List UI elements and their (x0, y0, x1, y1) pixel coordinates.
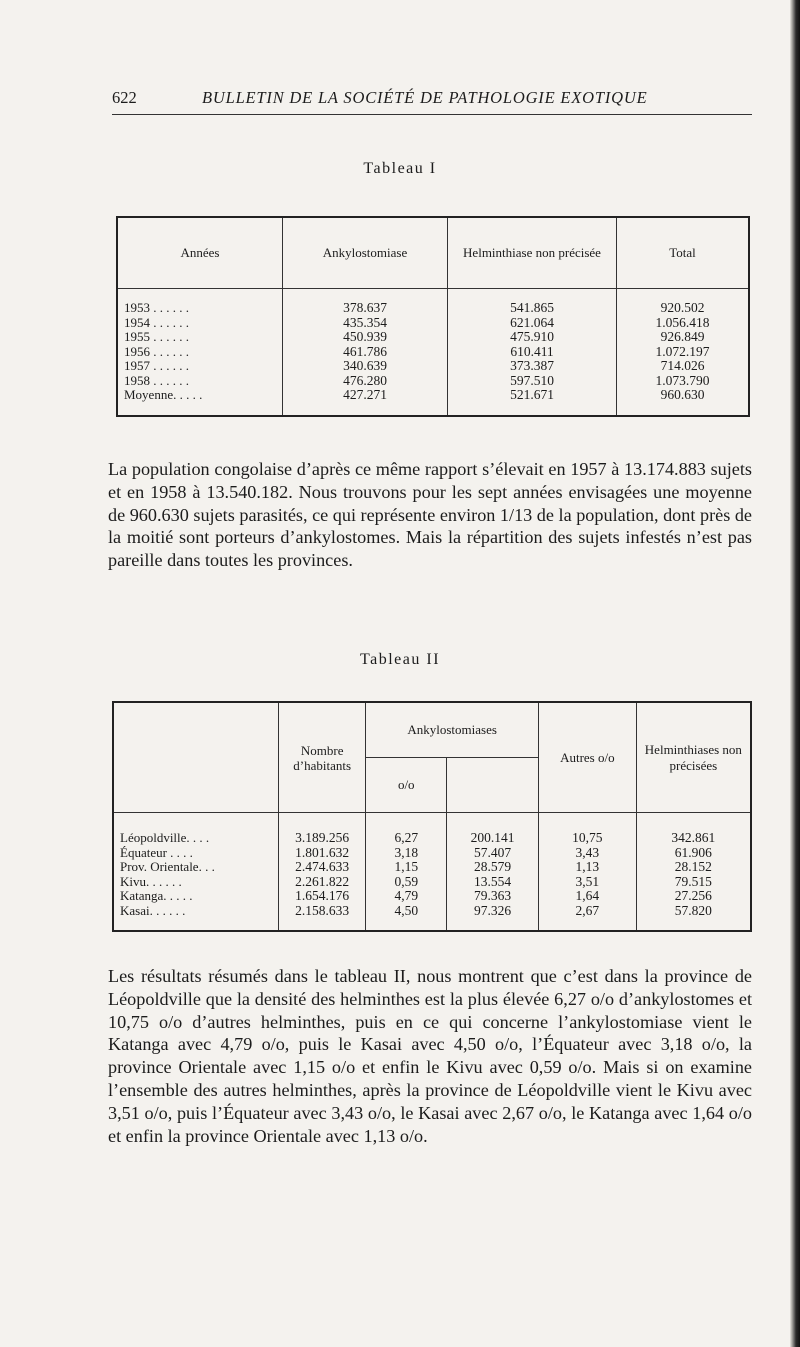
table1-cell: 450.939 (343, 329, 387, 344)
table1-header-row (117, 217, 749, 289)
running-header (112, 84, 752, 110)
table2-cell: 57.820 (674, 902, 712, 918)
table2-cell: 2,67 (575, 902, 600, 918)
table1-cell: 541.865 (510, 300, 554, 315)
table1-cell: 714.026 (660, 358, 705, 373)
table1-cell: 340.639 (343, 358, 387, 373)
journal-title: BULLETIN DE LA SOCIÉTÉ DE PATHOLOGIE EXOTIQUE (202, 88, 648, 107)
table1-cell: 476.280 (343, 372, 387, 388)
table1-cell: 521.671 (510, 387, 554, 402)
table1-cell: 597.510 (510, 372, 554, 388)
table2-cell: 2.474.633 (295, 859, 350, 874)
table1-year: 1958 . . . . . . (124, 372, 189, 388)
table2-cell: 3.189.256 (295, 830, 350, 845)
table1-cell: 1.073.790 (655, 372, 710, 388)
table2-col-pct: o/o (366, 758, 447, 813)
table2-cell: 27.256 (674, 888, 712, 903)
table2-cell: 1.654.176 (295, 888, 350, 903)
paragraph-1: La population congolaise d’après ce même rapport s’élevait en 1957 à 13.174.883 sujets et en 1958 à 13.540.182. Nous trouvons pour les sept années envisagées une moyenne de 960.630 sujets parasités, ce qui représente environ 1/13 de la population, dont près de la moitié sont porteurs d’ankylostomes. Mais la répartition des sujets infestés n’est pas pareille dans toutes les provinces. (108, 459, 752, 571)
header-rule (112, 114, 752, 115)
table2-habitants-column (279, 813, 366, 932)
table2-ankylo-column (447, 813, 539, 932)
table2-cell: 3,18 (394, 844, 419, 860)
table2-col-habitants: Nombre d’habitants (279, 702, 366, 813)
table2-cell: 342.861 (671, 830, 716, 845)
table1-cell: 1.072.197 (655, 343, 710, 359)
table2-cell: 97.326 (474, 902, 512, 918)
table1-cell: 610.411 (510, 343, 554, 359)
table1-year: 1955 . . . . . . (124, 329, 189, 344)
scan-edge-shadow (790, 0, 800, 1347)
table1-col-total: Total (617, 217, 750, 289)
table2-cell: 28.579 (474, 859, 512, 874)
table2-cell: 6,27 (394, 830, 419, 845)
table1-cell: 373.387 (510, 358, 554, 373)
table2-autres-column (538, 813, 636, 932)
table2-province: Kivu. . . . . . (120, 873, 182, 889)
table1-year: 1953 . . . . . . (124, 300, 189, 315)
table2-cell: 1.801.632 (295, 844, 350, 860)
table2-province-column (113, 813, 279, 932)
table2-cell: 57.407 (474, 844, 512, 860)
table2-cell: 28.152 (674, 859, 712, 874)
paragraph-2: Les résultats résumés dans le tableau II, nous montrent que c’est dans la province de Léopoldville que la densité des helminthes est la plus élevée 6,27 o/o d’ankylostomes et 10,75 o/o d’autres helminthes, puis en ce qui concerne l’ankylostomiase vient le Katanga avec 4,79 o/o, puis le Kasai avec 4,50 o/o, l’Équateur avec 3,18 o/o, la province Orientale avec 1,15 o/o et enfin le Kivu avec 0,59 o/o. Mais si on examine l’ensemble des autres helminthes, après la province de Léopoldville vient le Kivu avec 3,51 o/o, puis l’Équateur avec 3,43 o/o, le Kasai avec 2,67 o/o, le Katanga avec 1,64 o/o et enfin la province Orientale avec 1,13 o/o. (108, 966, 752, 1146)
table1-col-annees: Années (117, 217, 283, 289)
table1-cell: 926.849 (660, 329, 705, 344)
table1 (116, 216, 750, 417)
table2-cell: 79.515 (674, 873, 712, 889)
table2-col-helminthiases: Helminthiases non précisées (644, 741, 742, 773)
table1-col-ankylostomiase: Ankylostomiase (283, 217, 448, 289)
table2-cell: 3,43 (575, 844, 600, 860)
table2-cell: 4,79 (394, 888, 419, 903)
table2-helmin-column (636, 813, 751, 932)
table2-province: Léopoldville. . . . (120, 830, 210, 845)
table1-year: 1957 . . . . . . (124, 358, 189, 373)
table1-body (117, 289, 749, 416)
table2-body (113, 813, 751, 932)
table2-cell: 10,75 (572, 830, 603, 845)
table1-cell: 427.271 (343, 387, 387, 402)
table2-cell: 3,51 (575, 873, 600, 889)
table1-cell: 621.064 (510, 314, 554, 330)
table2-cell: 2.158.633 (295, 902, 350, 918)
table2-cell: 1,64 (575, 888, 600, 903)
table2-cell: 79.363 (474, 888, 512, 903)
table2 (112, 701, 752, 932)
table2-cell: 0,59 (394, 873, 419, 889)
table1-total-column (617, 289, 750, 416)
table1-cell: 475.910 (510, 329, 554, 344)
table1-year-column (117, 289, 283, 416)
table1-ankylo-column (283, 289, 448, 416)
table2-title: Tableau II (359, 651, 441, 668)
table2-province: Prov. Orientale. . . (120, 859, 215, 874)
table1-year: Moyenne. . . . . (124, 387, 203, 402)
table1-year: 1954 . . . . . . (124, 314, 189, 330)
table2-cell: 2.261.822 (295, 873, 350, 889)
table1-col-helminthiase: Helminthiase non précisée (448, 217, 617, 289)
table2-cell: 61.906 (674, 844, 712, 860)
table2-cell: 1,13 (575, 859, 600, 874)
table1-cell: 1.056.418 (655, 314, 710, 330)
table1-cell: 960.630 (660, 387, 705, 402)
table1-title: Tableau I (363, 160, 437, 177)
table2-cell: 1,15 (394, 859, 419, 874)
table2-cell: 200.141 (470, 830, 515, 845)
table1-cell: 378.637 (343, 300, 387, 315)
table2-col-province (113, 702, 279, 813)
table2-province: Katanga. . . . . (120, 888, 193, 903)
table2-col-autres: Autres o/o (538, 702, 636, 813)
table1-cell: 920.502 (660, 300, 705, 315)
table2-province: Kasai. . . . . . (120, 902, 186, 918)
page-number: 622 (112, 88, 137, 107)
table1-cell: 435.354 (343, 314, 387, 330)
table2-col-ankylostomiases: Ankylostomiases (366, 702, 539, 758)
table2-col-ankylo-count (447, 758, 539, 813)
table2-pct-column (366, 813, 447, 932)
table2-cell: 13.554 (474, 873, 512, 889)
table1-helmin-column (448, 289, 617, 416)
table1-year: 1956 . . . . . . (124, 343, 189, 359)
table1-cell: 461.786 (343, 343, 387, 359)
table2-header-row-1 (113, 702, 751, 758)
table2-province: Équateur . . . . (120, 844, 193, 860)
table2-cell: 4,50 (394, 902, 419, 918)
